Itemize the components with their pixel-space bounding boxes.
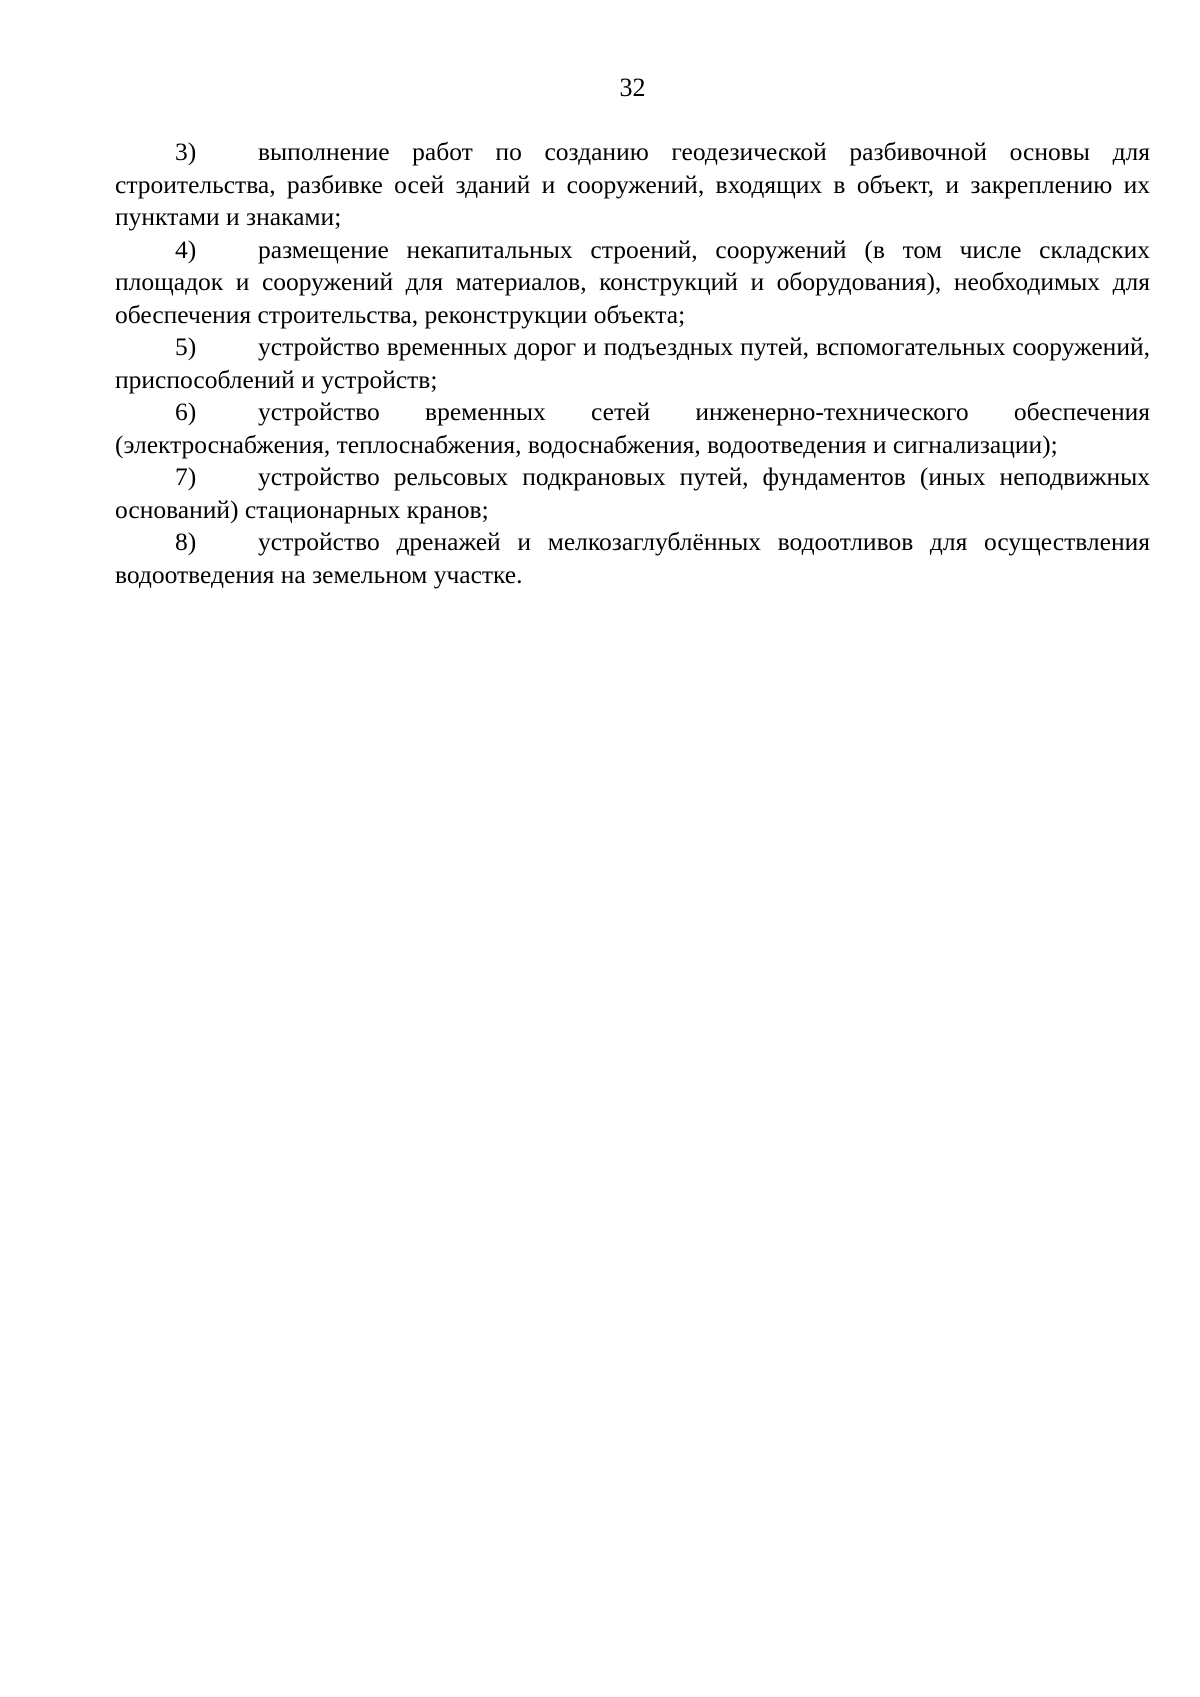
list-item-6 (115, 396, 1150, 461)
list-item-marker: 4) (175, 234, 197, 264)
list-item-3 (115, 136, 1150, 234)
list-item-5 (115, 331, 1150, 396)
list-item-text: устройство дренажей и мелкозаглублённых водоотливов для осуществления водоотведения на земельном участке. (115, 527, 1150, 589)
list-item-text: устройство рельсовых подкрановых путей, фундаментов (иных неподвижных оснований) стационарных кранов; (115, 462, 1150, 524)
list-item-text: устройство временных сетей инженерно-технического обеспечения (электроснабжения, теплоснабжения, водоснабжения, водоотведения и сигнализации); (115, 397, 1150, 459)
numbered-list (115, 136, 1150, 591)
list-item-text: размещение некапитальных строений, сооружений (в том числе складских площадок и сооружений для материалов, конструкций и оборудования), необходимых для обеспечения строительства, реконструкции объекта; (115, 234, 1150, 329)
list-item-marker: 5) (175, 332, 197, 361)
page-number: 32 (619, 73, 646, 102)
list-item-text: выполнение работ по созданию геодезической разбивочной основы для строительства, разбивке осей зданий и сооружений, входящих в объект, и закреплению их пунктами и знаками; (115, 137, 1150, 231)
list-item-7 (115, 461, 1150, 526)
list-item-4 (115, 234, 1150, 332)
list-item-marker: 6) (175, 397, 197, 426)
list-item-marker: 8) (175, 527, 197, 556)
list-item-marker: 3) (175, 137, 197, 166)
list-item-text: устройство временных дорог и подъездных путей, вспомогательных сооружений, приспособлений и устройств; (115, 332, 1150, 394)
list-item-marker: 7) (175, 462, 197, 491)
list-item-8 (115, 526, 1150, 591)
